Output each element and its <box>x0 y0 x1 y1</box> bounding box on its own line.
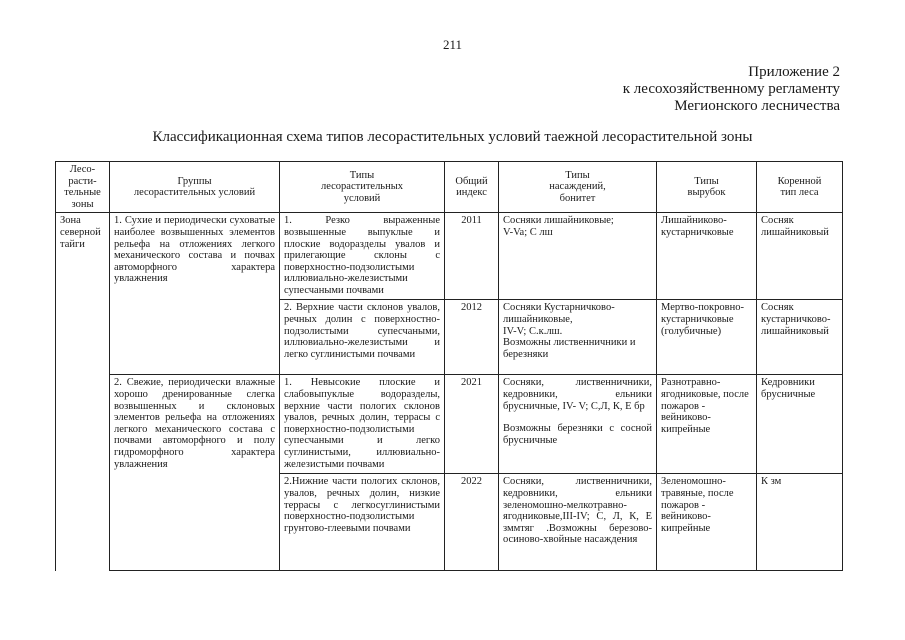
header-types: Типы лесорастительных условий <box>280 162 445 213</box>
cuttings-cell: Разнотравно-ягодниковые, после пожаров - вейниково-кипрейные <box>657 375 757 474</box>
page-number: 211 <box>442 37 463 52</box>
type-cell: 2. Верхние части склонов увалов, речных долин с поверхностно-подзолистыми супесчаными, иллювиально-железистыми и легко суглинистыми почвами <box>280 300 445 375</box>
index-cell: 2011 <box>445 213 499 300</box>
cuttings-cell: Лишайниково-кустарничковые <box>657 213 757 300</box>
forest-cell: Сосняк кустарничково-лишайниковый <box>757 300 843 375</box>
stands-cell: Сосняки, лиственничники, кедровники, ельники брусничные, IV- V; С,Л, К, Е бр Возможны березняки с сосной брусничные <box>499 375 657 474</box>
group-cell: 1. Сухие и периодически суховатые наиболее возвышенных элементов рельефа на отложениях легкого механического состава и почвах автоморфного характера увлажнения <box>110 213 280 375</box>
index-cell: 2021 <box>445 375 499 474</box>
header-forest: Коренной тип леса <box>757 162 843 213</box>
forest-cell: Сосняк лишайниковый <box>757 213 843 300</box>
appendix-line-3: Мегионского лесничества <box>674 98 840 114</box>
forest-cell: К зм <box>757 474 843 571</box>
forest-cell: Кедровники брусничные <box>757 375 843 474</box>
cuttings-cell: Мертво-покровно-кустарничковые (голубичные) <box>657 300 757 375</box>
table-row <box>56 213 843 300</box>
header-cuttings: Типы вырубок <box>657 162 757 213</box>
header-stands: Типы насаждений, бонитет <box>499 162 657 213</box>
classification-table <box>55 161 843 571</box>
group-cell: 2. Свежие, периодически влажные хорошо дренированные слегка возвышенных и склоновых элементов рельефа на отложениях легкого механического состава с почвами автоморфного и полу гидроморфного характера увлажнения <box>110 375 280 571</box>
type-cell: 2.Нижние части пологих склонов, увалов, речных долин, низкие террасы с легкосуглинистыми поверхностно-подзолистыми грунтово-глеевыми почвами <box>280 474 445 571</box>
stands-cell: Сосняки, лиственничники, кедровники, ельники зеленомошно-мелкотравно-ягодниковые,III-IV; С, Л, К, Е зммтяг .Возможны березово-осиново-хвойные насаждения <box>499 474 657 571</box>
appendix-line-2: к лесохозяйственному регламенту <box>622 81 840 97</box>
table-header-row <box>56 162 843 213</box>
stands-cell: Сосняки лишайниковые; V-Va; С лш <box>499 213 657 300</box>
type-cell: 1. Невысокие плоские и слабовыпуклые водоразделы, верхние части пологих склонов увалов, речных долин, террасы с поверхностно-подзолистыми супесчаными и легко суглинистыми, иллювиально-железистыми почвами <box>280 375 445 474</box>
index-cell: 2012 <box>445 300 499 375</box>
zone-cell: Зона северной тайги <box>56 213 110 571</box>
appendix-block <box>623 64 840 115</box>
index-cell: 2022 <box>445 474 499 571</box>
header-zone: Лесо- расти- тельные зоны <box>56 162 110 213</box>
appendix-line-1: Приложение 2 <box>748 64 840 80</box>
table-row <box>56 375 843 474</box>
header-groups: Группы лесорастительных условий <box>110 162 280 213</box>
document-title: Классификационная схема типов лесорастительных условий таежной лесорастительной зоны <box>152 129 753 145</box>
cuttings-cell: Зеленомошно-травяные, после пожаров - вейниково-кипрейные <box>657 474 757 571</box>
stands-cell: Сосняки Кустарничково-лишайниковые, IV-V; С.к.лш. Возможны лиственничники и березняки <box>499 300 657 375</box>
type-cell: 1. Резко выраженные возвышенные выпуклые и плоские водоразделы увалов и прилегающие склоны с поверхностно-подзолистыми иллювиально-железистыми супесчаными почвами <box>280 213 445 300</box>
header-index: Общий индекс <box>445 162 499 213</box>
